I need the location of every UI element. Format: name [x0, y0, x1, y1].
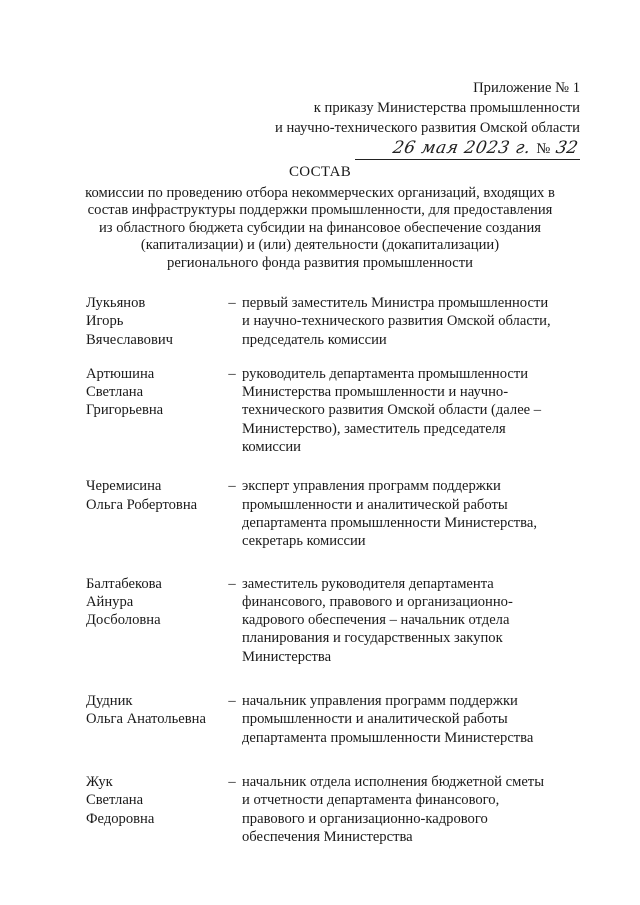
name-line: Игорь: [86, 313, 124, 330]
role-line: Министерство), заместитель председателя: [242, 420, 506, 437]
name-line: Светлана: [86, 792, 144, 809]
name-line: Айнура: [86, 593, 134, 610]
name-line: Дудник: [86, 693, 133, 710]
role-line: промышленности и аналитической работы: [242, 496, 508, 513]
member-name: [86, 477, 222, 514]
role-line: правового и организационно-кадрового: [242, 810, 488, 827]
member-name: [86, 575, 222, 630]
member-entry: [86, 575, 570, 666]
order-date-handwritten: 26 мая 2023 г.: [391, 138, 533, 158]
member-dash: –: [228, 478, 236, 495]
name-line: Досболовна: [86, 612, 161, 629]
member-dash: –: [228, 295, 236, 311]
member-name: [86, 692, 222, 729]
role-line: департамента промышленности Министерства,: [242, 514, 538, 531]
name-line: Вячеславович: [86, 331, 173, 348]
role-line: председатель комиссии: [242, 331, 387, 348]
member-role: [242, 294, 570, 349]
subtitle-line: (капитализации) и (или) деятельности (докапитализации): [140, 237, 500, 253]
role-line: департамента промышленности Министерства: [242, 729, 534, 746]
name-line: Ольга Анатольевна: [86, 711, 206, 728]
role-line: начальник управления программ поддержки: [242, 693, 518, 710]
role-line: заместитель руководителя департамента: [242, 575, 494, 592]
member-dash: –: [228, 365, 236, 382]
order-number-handwritten: 32: [554, 138, 580, 158]
document-subtitle: [85, 185, 555, 273]
member-dash: –: [228, 575, 236, 592]
role-line: Министерства промышленности и научно-: [242, 384, 509, 401]
order-number-label: №: [536, 141, 551, 157]
role-line: секретарь комиссии: [242, 533, 366, 550]
role-line: обеспечения Министерства: [242, 828, 413, 845]
name-line: Балтабекова: [86, 575, 162, 592]
role-line: технического развития Омской области (далее –: [242, 402, 542, 419]
member-entry: [86, 773, 570, 846]
role-line: первый заместитель Министра промышленности: [242, 295, 549, 311]
subtitle-line: регионального фонда развития промышленности: [167, 254, 473, 271]
name-line: Артюшина: [86, 365, 155, 382]
role-line: и отчетности департамента финансового,: [242, 792, 500, 809]
member-role: [242, 773, 570, 846]
role-line: начальник отдела исполнения бюджетной сметы: [242, 773, 544, 790]
role-line: промышленности и аналитической работы: [242, 711, 508, 728]
member-entry: [86, 692, 570, 747]
document-title: СОСТАВ: [288, 164, 352, 180]
member-role: [242, 477, 570, 550]
name-line: Жук: [86, 773, 113, 790]
member-dash: –: [228, 693, 236, 710]
subtitle-line: комиссии по проведению отбора некоммерческих организаций, входящих в: [85, 184, 555, 201]
member-dash: –: [228, 773, 236, 790]
name-line: Федоровна: [86, 810, 155, 827]
name-line: Светлана: [86, 384, 144, 401]
member-entry: [86, 365, 570, 456]
appendix-title: Приложение № 1: [473, 80, 580, 96]
role-line: эксперт управления программ поддержки: [242, 478, 501, 495]
member-role: [242, 692, 570, 747]
member-role: [242, 575, 570, 666]
name-line: Ольга Робертовна: [86, 496, 198, 513]
commission-members-list: [86, 294, 570, 846]
member-entry: [86, 294, 570, 349]
subtitle-line: состав инфраструктуры поддержки промышленности, для предоставления: [87, 202, 553, 218]
role-line: кадрового обеспечения – начальник отдела: [242, 612, 510, 629]
role-line: руководитель департамента промышленности: [242, 365, 529, 382]
role-line: и научно-технического развития Омской области,: [242, 313, 551, 330]
document-heading: [0, 164, 640, 272]
order-date-number-line: [355, 138, 580, 160]
role-line: комиссии: [242, 439, 301, 456]
name-line: Лукьянов: [86, 295, 146, 311]
role-line: Министерства: [242, 648, 332, 665]
role-line: планирования и государственных закупок: [242, 630, 503, 647]
member-name: [86, 365, 222, 420]
name-line: Черемисина: [86, 478, 162, 495]
member-entry: [86, 477, 570, 550]
subtitle-line: из областного бюджета субсидии на финансовое обеспечение создания: [98, 219, 542, 236]
name-line: Григорьевна: [86, 402, 164, 419]
member-role: [242, 365, 570, 456]
role-line: финансового, правового и организационно-: [242, 593, 513, 610]
appendix-order-ref: к приказу Министерства промышленности: [313, 100, 580, 116]
member-name: [86, 294, 222, 349]
appendix-ministry: и научно-технического развития Омской области: [275, 120, 580, 136]
appendix-header: [275, 78, 580, 160]
member-name: [86, 773, 222, 828]
